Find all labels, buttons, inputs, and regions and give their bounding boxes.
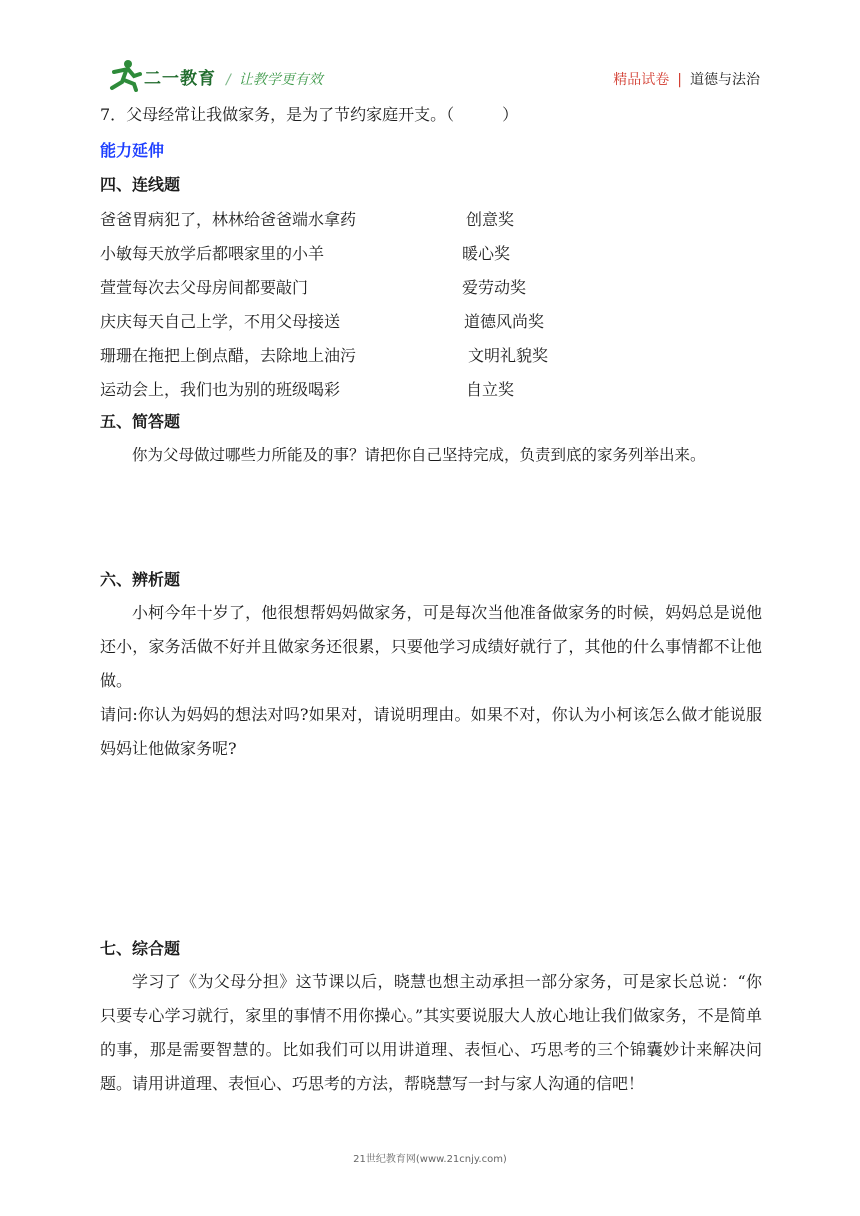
section-6-text: 小柯今年十岁了，他很想帮妈妈做家务，可是每次当他准备做家务的时候，妈妈总是说他还小，家务活做不好并且做家务还很累，只要他学习成绩好就行了，其他的什么事情都不让他做。 — [100, 603, 762, 690]
match-right-item: 道德风尚奖 — [464, 312, 545, 331]
header-tags: 精品试卷 | 道德与法治 — [613, 72, 760, 88]
match-left-item: 庆庆每天自己上学，不用父母接送 — [100, 312, 341, 331]
match-right-item: 创意奖 — [466, 210, 515, 229]
match-left-item: 爸爸胃病犯了，林林给爸爸端水拿药 — [100, 210, 357, 229]
page-footer: 21世纪教育网(www.21cnjy.com) — [353, 1154, 507, 1165]
match-right-item: 暖心奖 — [462, 244, 511, 263]
section-5-title: 五、简答题 — [100, 412, 181, 431]
match-left-item: 小敏每天放学后都喂家里的小羊 — [100, 244, 325, 263]
match-right-item: 爱劳动奖 — [462, 278, 527, 297]
section-7-title: 七、综合题 — [100, 939, 181, 958]
match-left-item: 珊珊在拖把上倒点醋，去除地上油污 — [100, 346, 357, 365]
logo — [106, 58, 226, 92]
section-4-title: 四、连线题 — [100, 175, 181, 194]
logo-text: 二一教育 — [144, 69, 216, 89]
tag-subject: 道德与法治 — [690, 72, 760, 88]
match-right-item: 自立奖 — [466, 380, 515, 399]
match-right-item: 文明礼貌奖 — [468, 346, 549, 365]
page-header — [100, 56, 760, 96]
question-7: 7．父母经常让我做家务，是为了节约家庭开支。（ ） — [100, 105, 519, 124]
section-5-text: 你为父母做过哪些力所能及的事？请把你自己坚持完成，负责到底的家务列举出来。 — [132, 446, 706, 464]
section-7-text: 学习了《为父母分担》这节课以后，晓慧也想主动承担一部分家务，可是家长总说：“你只要专心学习就行，家里的事情不用你操心。”其实要说服大人放心地让我们做家务，不是简单的事，那是需要智慧的。比如我们可以用讲道理、表恒心、巧思考的三个锦囊妙计来解决问题。请用讲道理、表恒心、巧思考的方法，帮晓慧写一封与家人沟通的信吧！ — [100, 972, 762, 1093]
slogan-text: 让教学更有效 — [238, 72, 323, 88]
match-left-item: 运动会上，我们也为别的班级喝彩 — [100, 380, 341, 399]
match-left-item: 萱萱每次去父母房间都要敲门 — [100, 278, 309, 297]
slogan: / 让教学更有效 — [226, 72, 323, 88]
section-ability-extension: 能力延伸 — [100, 141, 165, 160]
tag-premium: 精品试卷 — [613, 72, 670, 88]
runner-logo-icon — [106, 58, 146, 92]
section-6-title: 六、辨析题 — [100, 570, 181, 589]
section-6-question: 请问:你认为妈妈的想法对吗?如果对，请说明理由。如果不对，你认为小柯该怎么做才能说服妈妈让他做家务呢? — [100, 705, 762, 758]
